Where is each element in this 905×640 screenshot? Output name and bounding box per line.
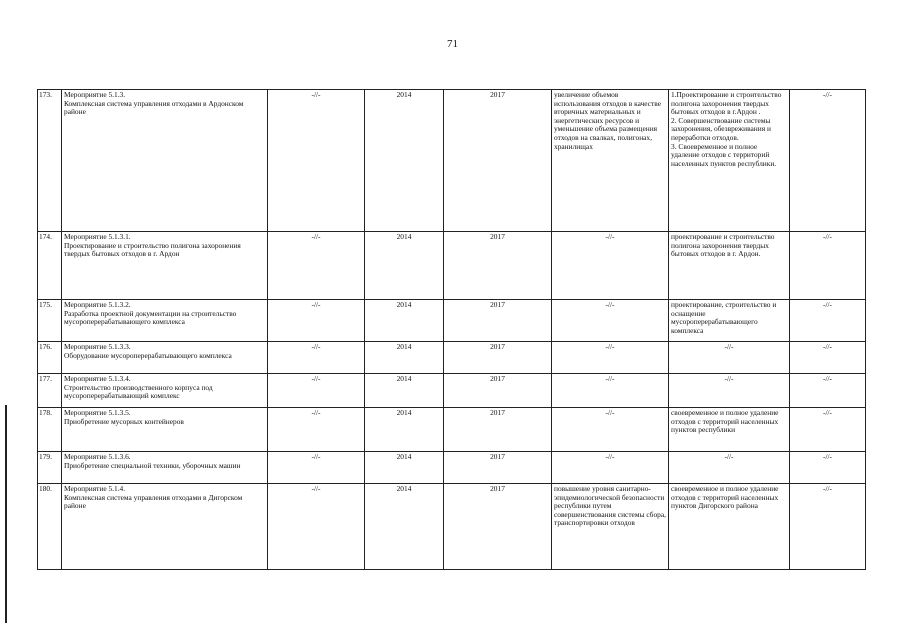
indicator-cell: увеличение объемов использования отходов в качестве вторичных материальных и энергетических ресурсов и уменьшение объема размещения отходов на свалках, полигонах, хранилищах bbox=[552, 90, 669, 232]
indicator-cell: повышение уровня санитарно-эпидемиологической безопасности республики путем совершенствования системы сбора, транспортировки отходов bbox=[552, 484, 669, 570]
scan-margin-line bbox=[5, 405, 7, 623]
start-year: 2014 bbox=[365, 408, 444, 452]
start-year: 2014 bbox=[365, 484, 444, 570]
executor-cell: -//- bbox=[268, 90, 365, 232]
indicator-cell: -//- bbox=[552, 300, 669, 342]
row-number: 177. bbox=[38, 374, 62, 408]
row-number: 174. bbox=[38, 232, 62, 300]
end-year: 2017 bbox=[444, 232, 552, 300]
expected-result: проектирование, строительство и оснащение мусороперерабатывающего комплекса bbox=[669, 300, 790, 342]
start-year: 2014 bbox=[365, 342, 444, 374]
end-year: 2017 bbox=[444, 452, 552, 484]
activity-title: Мероприятие 5.1.4. Комплексная система управления отходами в Дигорском районе bbox=[62, 484, 268, 570]
note-cell: -//- bbox=[790, 484, 866, 570]
indicator-cell: -//- bbox=[552, 232, 669, 300]
table-row bbox=[38, 342, 866, 374]
executor-cell: -//- bbox=[268, 452, 365, 484]
executor-cell: -//- bbox=[268, 342, 365, 374]
indicator-cell: -//- bbox=[552, 342, 669, 374]
executor-cell: -//- bbox=[268, 408, 365, 452]
executor-cell: -//- bbox=[268, 374, 365, 408]
end-year: 2017 bbox=[444, 342, 552, 374]
activity-title: Мероприятие 5.1.3.6. Приобретение специальной техники, уборочных машин bbox=[62, 452, 268, 484]
row-number: 178. bbox=[38, 408, 62, 452]
note-cell: -//- bbox=[790, 452, 866, 484]
table-row bbox=[38, 452, 866, 484]
expected-result: -//- bbox=[669, 374, 790, 408]
activity-title: Мероприятие 5.1.3.4. Строительство производственного корпуса под мусороперерабатывающий комплекс bbox=[62, 374, 268, 408]
table-row bbox=[38, 300, 866, 342]
executor-cell: -//- bbox=[268, 484, 365, 570]
start-year: 2014 bbox=[365, 90, 444, 232]
table-row bbox=[38, 484, 866, 570]
note-cell: -//- bbox=[790, 300, 866, 342]
row-number: 175. bbox=[38, 300, 62, 342]
table-row bbox=[38, 90, 866, 232]
end-year: 2017 bbox=[444, 484, 552, 570]
note-cell: -//- bbox=[790, 232, 866, 300]
note-cell: -//- bbox=[790, 408, 866, 452]
expected-result: 1.Проектирование и строительство полигона захоронения твердых бытовых отходов в г.Ардон . 2. Совершенствование системы захоронения, обезвреживания и переработки отходов. 3. Своевременное и полное удаление отходов с территорий населенных пунктов республики. bbox=[669, 90, 790, 232]
start-year: 2014 bbox=[365, 452, 444, 484]
activity-title: Мероприятие 5.1.3.1. Проектирование и строительство полигона захоронения твердых бытовых отходов в г. Ардон bbox=[62, 232, 268, 300]
executor-cell: -//- bbox=[268, 232, 365, 300]
activity-title: Мероприятие 5.1.3.3. Оборудование мусороперерабатывающего комплекса bbox=[62, 342, 268, 374]
end-year: 2017 bbox=[444, 90, 552, 232]
expected-result: -//- bbox=[669, 342, 790, 374]
expected-result: своевременное и полное удаление отходов с территорий населенных пунктов Дигорского района bbox=[669, 484, 790, 570]
row-number: 176. bbox=[38, 342, 62, 374]
expected-result: проектирование и строительство полигона захоронения твердых бытовых отходов в г. Ардон. bbox=[669, 232, 790, 300]
indicator-cell: -//- bbox=[552, 374, 669, 408]
table-row bbox=[38, 408, 866, 452]
note-cell: -//- bbox=[790, 90, 866, 232]
note-cell: -//- bbox=[790, 374, 866, 408]
expected-result: своевременное и полное удаление отходов с территорий населенных пунктов республики bbox=[669, 408, 790, 452]
executor-cell: -//- bbox=[268, 300, 365, 342]
activity-title: Мероприятие 5.1.3. Комплексная система управления отходами в Ардонском районе bbox=[62, 90, 268, 232]
note-cell: -//- bbox=[790, 342, 866, 374]
indicator-cell: -//- bbox=[552, 452, 669, 484]
row-number: 173. bbox=[38, 90, 62, 232]
end-year: 2017 bbox=[444, 374, 552, 408]
start-year: 2014 bbox=[365, 232, 444, 300]
table-row bbox=[38, 374, 866, 408]
activity-title: Мероприятие 5.1.3.5. Приобретение мусорных контейнеров bbox=[62, 408, 268, 452]
row-number: 180. bbox=[38, 484, 62, 570]
indicator-cell: -//- bbox=[552, 408, 669, 452]
table-row bbox=[38, 232, 866, 300]
start-year: 2014 bbox=[365, 300, 444, 342]
end-year: 2017 bbox=[444, 408, 552, 452]
row-number: 179. bbox=[38, 452, 62, 484]
page-number: 71 bbox=[447, 38, 458, 50]
program-table bbox=[37, 89, 866, 570]
activity-title: Мероприятие 5.1.3.2. Разработка проектной документации на строительство мусороперерабатывающего комплекса bbox=[62, 300, 268, 342]
expected-result: -//- bbox=[669, 452, 790, 484]
end-year: 2017 bbox=[444, 300, 552, 342]
start-year: 2014 bbox=[365, 374, 444, 408]
